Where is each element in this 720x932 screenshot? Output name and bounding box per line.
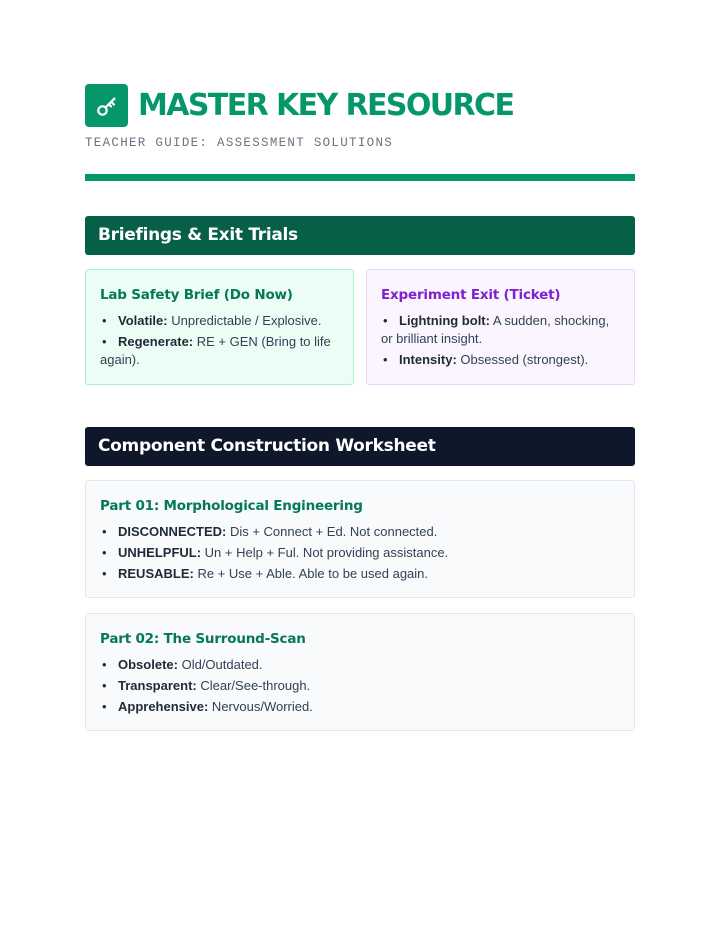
list-item [381, 351, 620, 369]
term: Lightning bolt: [399, 313, 490, 328]
list-item [100, 565, 620, 583]
definition: RE + GEN (Bring to life again). [100, 334, 331, 367]
page [85, 84, 635, 731]
list-item [100, 333, 339, 369]
term: DISCONNECTED: [118, 524, 227, 539]
definition: Clear/See-through. [196, 678, 311, 693]
key-icon [95, 94, 119, 118]
term: Transparent: [118, 678, 197, 693]
definition: Unpredictable / Explosive. [167, 313, 322, 328]
list-item [100, 523, 620, 541]
card-title: Part 02: The Surround-Scan [100, 631, 306, 647]
definition: Re + Use + Able. Able to be used again. [193, 566, 429, 581]
document-header [85, 84, 635, 127]
section-heading-worksheet: Component Construction Worksheet [85, 427, 635, 466]
part-01-card [85, 480, 635, 598]
logo-badge [85, 84, 128, 127]
term: Regenerate: [118, 334, 194, 349]
term: Apprehensive: [118, 699, 209, 714]
section-heading-briefings: Briefings & Exit Trials [85, 216, 635, 255]
definition: Dis + Connect + Ed. Not connected. [226, 524, 438, 539]
list-item [100, 656, 620, 674]
header-divider [85, 174, 635, 181]
part-02-card [85, 613, 635, 731]
term-list [100, 656, 620, 716]
term: Intensity: [399, 352, 457, 367]
list-item [100, 698, 620, 716]
term: Obsolete: [118, 657, 178, 672]
card-title: Experiment Exit (Ticket) [381, 287, 561, 303]
page-title: MASTER KEY RESOURCE [138, 88, 514, 123]
list-item [100, 544, 620, 562]
card-title: Lab Safety Brief (Do Now) [100, 287, 293, 303]
term-list [381, 312, 620, 369]
definition: Nervous/Worried. [208, 699, 313, 714]
lab-safety-card [85, 269, 354, 385]
list-item [100, 677, 620, 695]
term: UNHELPFUL: [118, 545, 202, 560]
term: Volatile: [118, 313, 168, 328]
experiment-exit-card [366, 269, 635, 385]
term: REUSABLE: [118, 566, 194, 581]
term-list [100, 312, 339, 369]
card-title: Part 01: Morphological Engineering [100, 498, 363, 514]
definition: Old/Outdated. [177, 657, 263, 672]
definition: Obsessed (strongest). [456, 352, 589, 367]
definition: A sudden, shocking, or brilliant insight. [381, 313, 610, 346]
term-list [100, 523, 620, 583]
list-item [100, 312, 339, 330]
briefings-card-row [85, 269, 635, 385]
definition: Un + Help + Ful. Not providing assistance. [201, 545, 449, 560]
list-item [381, 312, 620, 348]
page-subtitle: TEACHER GUIDE: ASSESSMENT SOLUTIONS [85, 136, 394, 150]
